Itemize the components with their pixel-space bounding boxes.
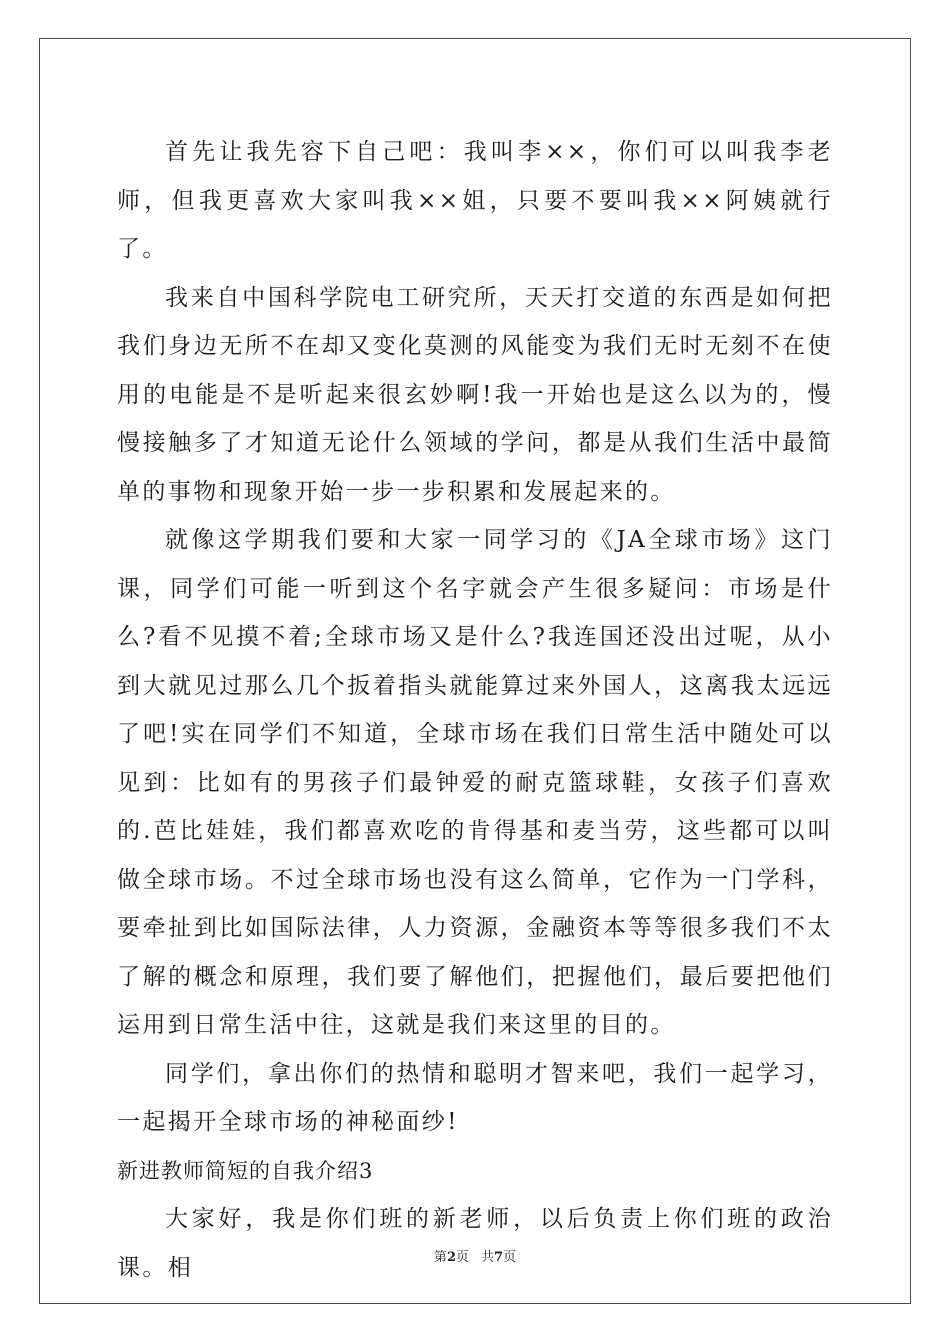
page-current: 2: [446, 1250, 456, 1265]
page-total: 7: [494, 1250, 504, 1265]
document-body: [117, 128, 833, 1292]
paragraph-closing: 同学们，拿出你们的热情和聪明才智来吧，我们一起学习，一起揭开全球市场的神秘面纱!: [117, 1060, 833, 1135]
paragraph-background: 我来自中国科学院电工研究所，天天打交道的东西是如何把我们身边无所不在却又变化莫测的风能变为我们无时无刻不在使用的电能是不是听起来很玄妙啊!我一开始也是这么以为的，慢慢接触多了才知道无论什么领域的学问，都是从我们生活中最简单的事物和现象开始一步一步积累和发展起来的。: [117, 284, 833, 505]
page-suffix: 页: [455, 1250, 469, 1265]
paragraph-course: 就像这学期我们要和大家一同学习的《JA全球市场》这门课，同学们可能一听到这个名字就会产生很多疑问：市场是什么?看不见摸不着;全球市场又是什么?我连国还没出过呢，从小到大就见过那么几个扳着指头就能算过来外国人，这离我太远远了吧!实在同学们不知道，全球市场在我们日常生活中随处可以见到：比如有的男孩子们最钟爱的耐克篮球鞋，女孩子们喜欢的.芭比娃娃，我们都喜欢吃的肯得基和麦当劳，这些都可以叫做全球市场。不过全球市场也没有这么简单，它作为一门学科，要牵扯到比如国际法律，人力资源，金融资本等等很多我们不太了解的概念和原理，我们要了解他们，把握他们，最后要把他们运用到日常生活中往，这就是我们来这里的目的。: [117, 527, 833, 1038]
page-footer: [0, 1246, 950, 1265]
total-prefix: 共: [481, 1250, 495, 1265]
section-heading: 新进教师简短的自我介绍3: [117, 1158, 374, 1183]
total-suffix: 页: [503, 1250, 517, 1265]
page-prefix: 第: [433, 1250, 447, 1265]
paragraph-intro: 首先让我先容下自己吧：我叫李××，你们可以叫我李老师，但我更喜欢大家叫我××姐，只要不要叫我××阿姨就行了。: [117, 139, 833, 262]
paragraph-section-start: 大家好，我是你们班的新老师，以后负责上你们班的政治课。相: [117, 1206, 833, 1281]
